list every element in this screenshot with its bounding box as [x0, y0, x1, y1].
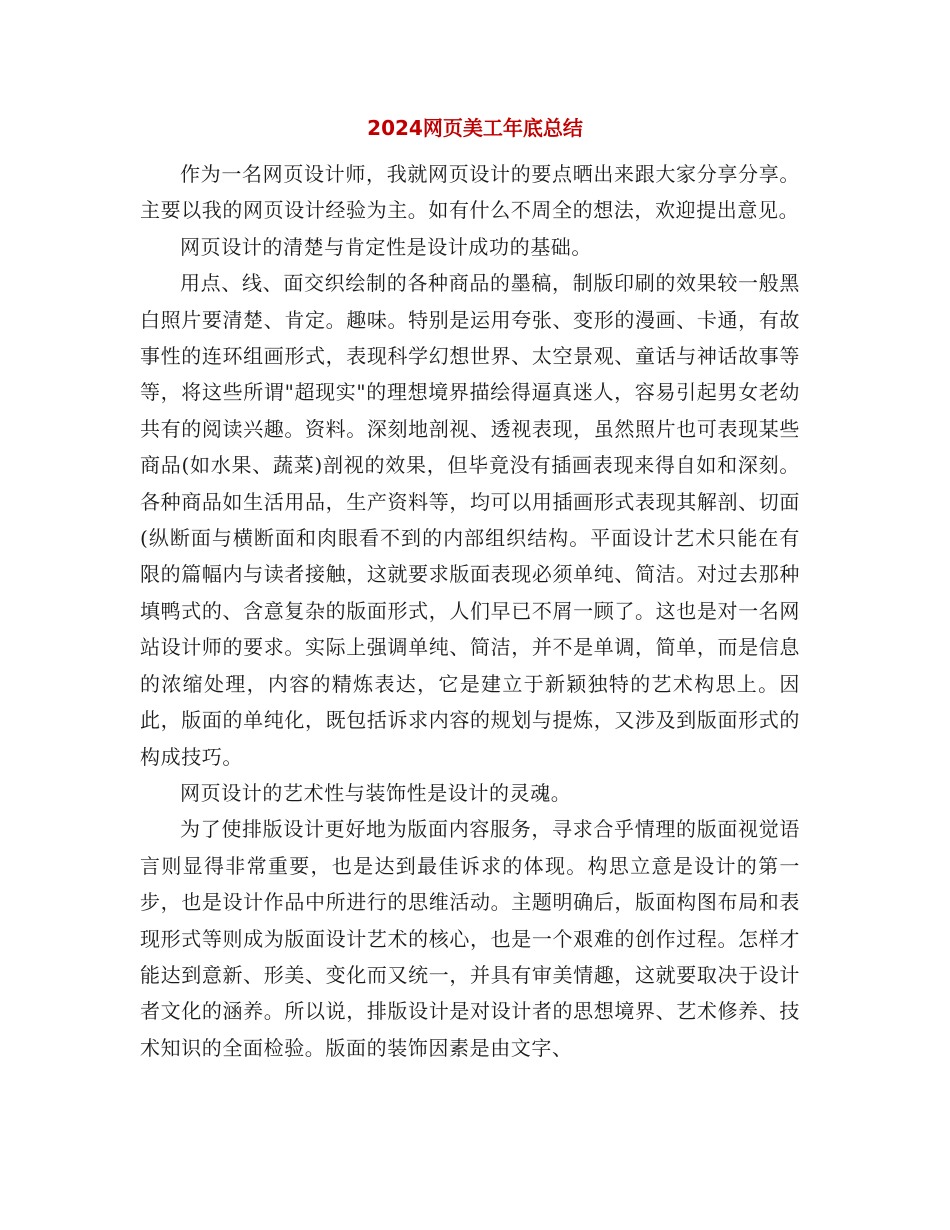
document-body [140, 156, 800, 1066]
paragraph-layout-design: 为了使排版设计更好地为版面内容服务，寻求合乎情理的版面视觉语言则显得非常重要，也是达到最佳诉求的体现。构思立意是设计的第一步，也是设计作品中所进行的思维活动。主题明确后，版面构图布局和表现形式等则成为版面设计艺术的核心，也是一个艰难的创作过程。怎样才能达到意新、形美、变化而又统一，并具有审美情趣，这就要取决于设计者文化的涵养。所以说，排版设计是对设计者的思想境界、艺术修养、技术知识的全面检验。版面的装饰因素是由文字、 [140, 817, 800, 1060]
paragraph-intro: 作为一名网页设计师，我就网页设计的要点晒出来跟大家分享分享。主要以我的网页设计经验为主。如有什么不周全的想法，欢迎提出意见。 [140, 162, 800, 223]
paragraph-illustration: 用点、线、面交织绘制的各种商品的墨稿，制版印刷的效果较一般黑白照片要清楚、肯定。趣味。特别是运用夸张、变形的漫画、卡通，有故事性的连环组画形式，表现科学幻想世界、太空景观、童话与神话故事等等，将这些所谓"超现实"的理想境界描绘得逼真迷人，容易引起男女老幼共有的阅读兴趣。资料。深刻地剖视、透视表现，虽然照片也可表现某些商品(如水果、蔬菜)剖视的效果，但毕竟没有插画表现来得自如和深刻。各种商品如生活用品，生产资料等，均可以用插画形式表现其解剖、切面(纵断面与横断面和肉眼看不到的内部组织结构。平面设计艺术只能在有限的篇幅内与读者接触，这就要求版面表现必须单纯、简洁。对过去那种填鸭式的、含意复杂的版面形式，人们早已不屑一顾了。这也是对一名网站设计师的要求。实际上强调单纯、简洁，并不是单调，简单，而是信息的浓缩处理，内容的精炼表达，它是建立于新颖独特的艺术构思上。因此，版面的单纯化，既包括诉求内容的规划与提炼，又涉及到版面形式的构成技巧。 [140, 271, 800, 769]
paragraph-heading-artistry: 网页设计的艺术性与装饰性是设计的灵魂。 [180, 780, 572, 805]
document-title: 2024网页美工年底总结 [367, 116, 583, 140]
paragraph-heading-clarity: 网页设计的清楚与肯定性是设计成功的基础。 [180, 234, 592, 259]
